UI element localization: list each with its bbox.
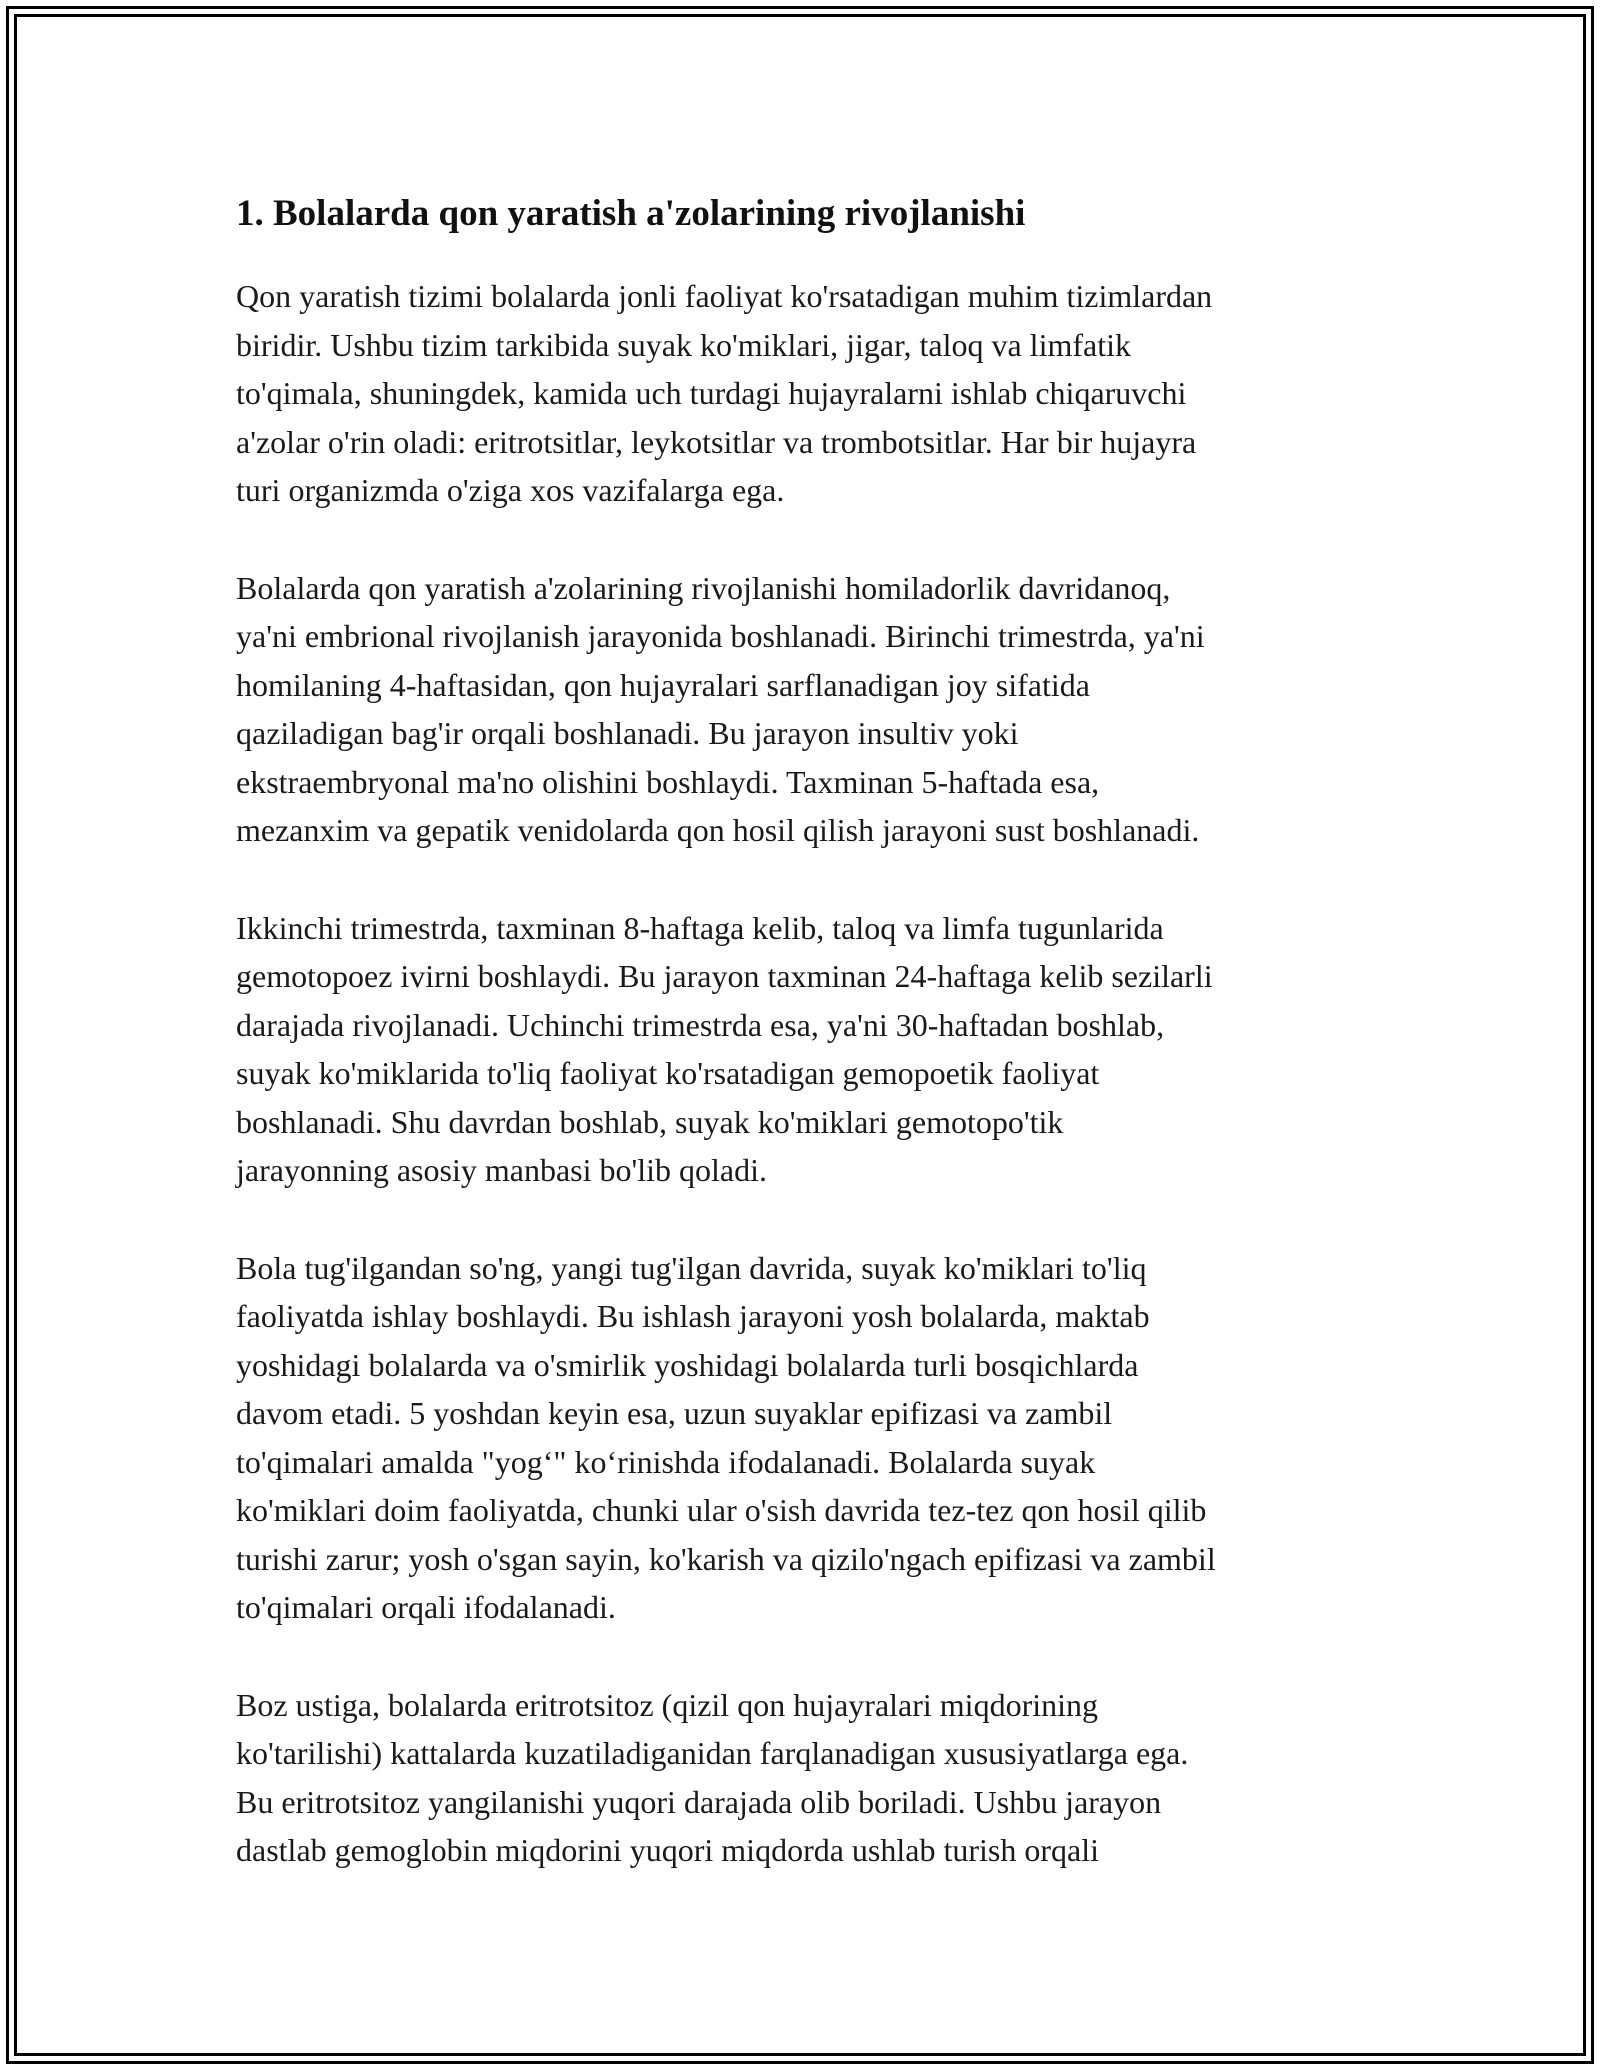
- paragraph-1: Qon yaratish tizimi bolalarda jonli faoliyat ko'rsatadigan muhim tizimlardan biridir. Ushbu tizim tarkibida suyak ko'miklari, jigar, taloq va limfatik to'qimala, shuningdek, kamida uch turdagi hujayralarni ishlab chiqaruvchi a'zolar o'rin oladi: eritrotsitlar, leykotsitlar va trombotsitlar. Har bir hujayra turi organizmda o'ziga xos vazifalarga ega.: [236, 278, 1213, 508]
- document-body: [236, 188, 1366, 1924]
- paragraph-4: Bola tug'ilgandan so'ng, yangi tug'ilgan davrida, suyak ko'miklari to'liq faoliyatda ishlay boshlaydi. Bu ishlash jarayoni yosh bolalarda, maktab yoshidagi bolalarda va o'smirlik yoshidagi bolalarda turli bosqichlarda davom etadi. 5 yoshdan keyin esa, uzun suyaklar epifizasi va zambil to'qimalari amalda "yog‘" ko‘rinishda ifodalanadi. Bolalarda suyak ko'miklari doim faoliyatda, chunki ular o'sish davrida tez-tez qon hosil qilib turishi zarur; yosh o'sgan sayin, ko'karish va qizilo'ngach epifizasi va zambil to'qimalari orqali ifodalanadi.: [236, 1249, 1216, 1625]
- paragraph-2: Bolalarda qon yaratish a'zolarining rivojlanishi homiladorlik davridanoq, ya'ni embrional rivojlanish jarayonida boshlanadi. Birinchi trimestrda, ya'ni homilaning 4-haftasidan, qon hujayralari sarflanadigan joy sifatida qaziladigan bag'ir orqali boshlanadi. Bu jarayon insultiv yoki ekstraembryonal ma'no olishini boshlaydi. Taxminan 5-haftada esa, mezanxim va gepatik venidolarda qon hosil qilish jarayoni sust boshlanadi.: [236, 569, 1205, 848]
- section-heading: 1. Bolalarda qon yaratish a'zolarining rivojlanishi: [236, 193, 1026, 234]
- paragraph-5: Boz ustiga, bolalarda eritrotsitoz (qizil qon hujayralari miqdorining ko'tarilishi) kattalarda kuzatiladiganidan farqlanadigan xususiyatlarga ega. Bu eritrotsitoz yangilanishi yuqori darajada olib boriladi. Ushbu jarayon dastlab gemoglobin miqdorini yuqori miqdorda ushlab turish orqali: [236, 1686, 1189, 1868]
- paragraph-3: Ikkinchi trimestrda, taxminan 8-haftaga kelib, taloq va limfa tugunlarida gemotopoez ivirni boshlaydi. Bu jarayon taxminan 24-haftaga kelib sezilarli darajada rivojlanadi. Uchinchi trimestrda esa, ya'ni 30-haftadan boshlab, suyak ko'miklarida to'liq faoliyat ko'rsatadigan gemopoetik faoliyat boshlanadi. Shu davrdan boshlab, suyak ko'miklari gemotopo'tik jarayonning asosiy manbasi bo'lib qoladi.: [236, 909, 1213, 1188]
